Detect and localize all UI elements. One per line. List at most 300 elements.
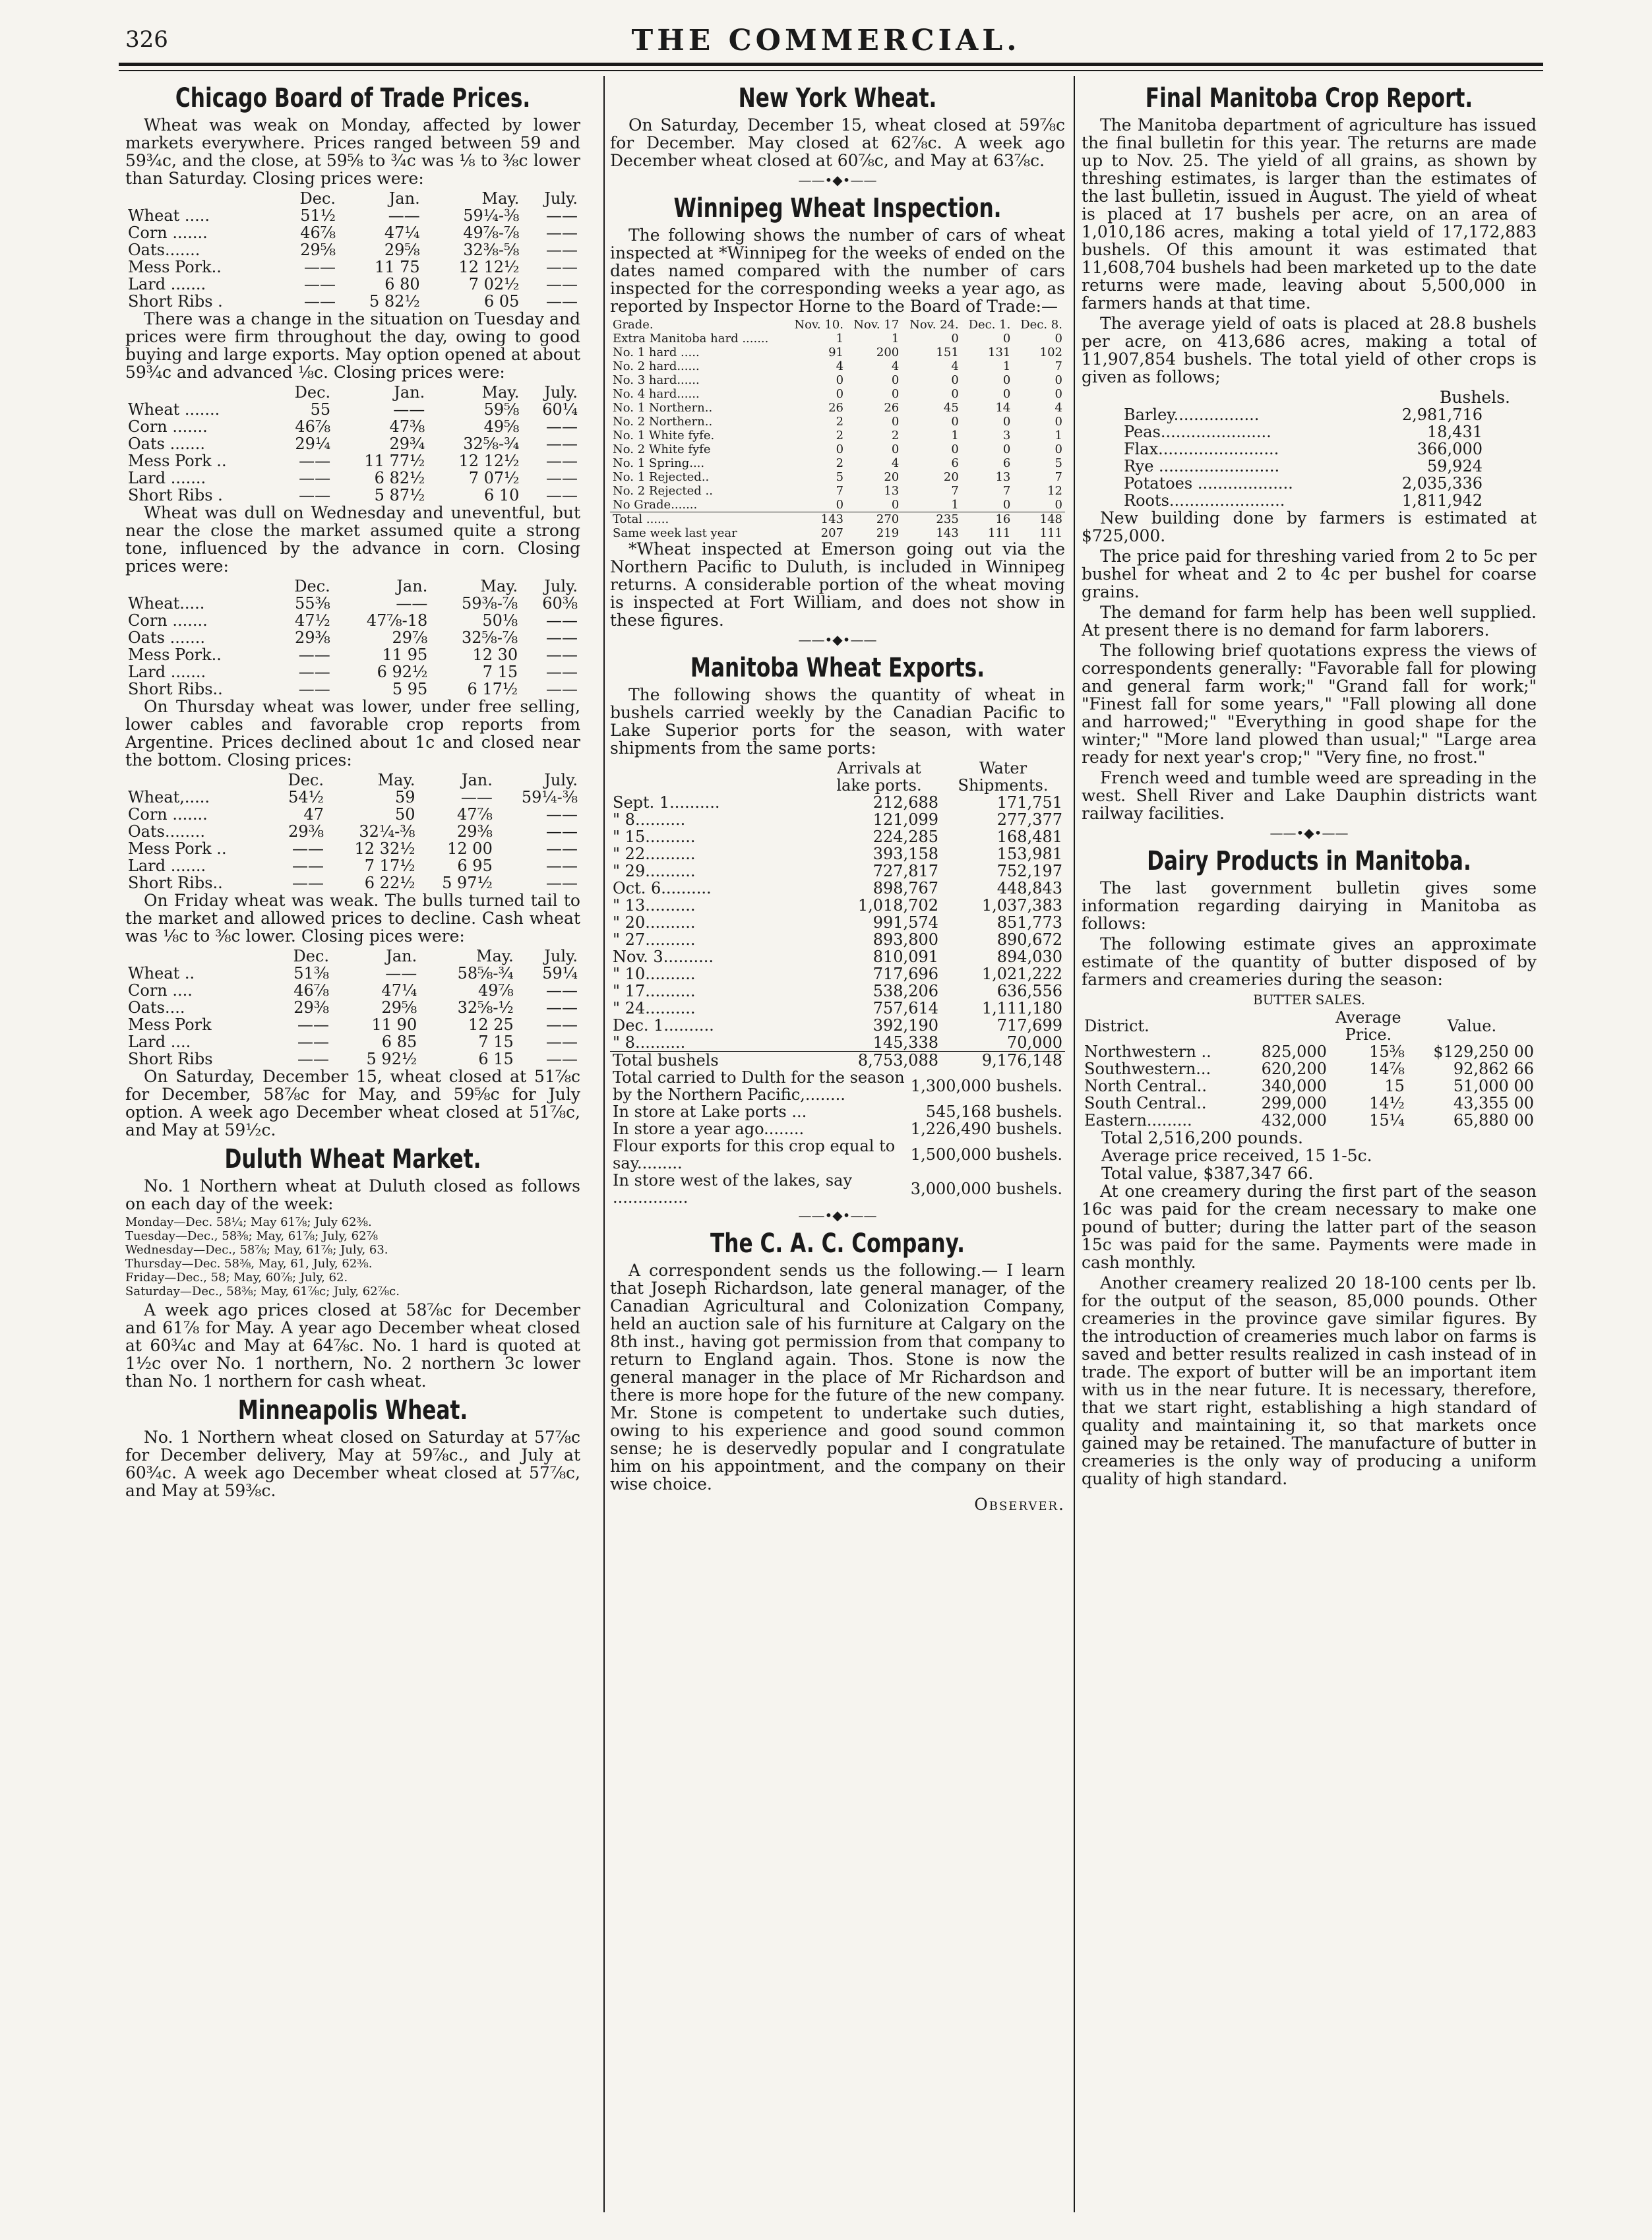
table-cell: 12 30 (472, 646, 518, 664)
table-row (610, 983, 1065, 1000)
table-cell: —— (393, 400, 425, 419)
table-cell: No. 2 hard...... (613, 359, 700, 373)
table-row (610, 526, 1065, 540)
table-cell: 47 (303, 805, 324, 824)
table-cell: 60¼ (542, 400, 578, 419)
col-header (125, 578, 272, 595)
table-cell: 1 (1055, 429, 1062, 442)
table-cell: 102 (1039, 346, 1062, 359)
table-cell: 1,037,383 (981, 896, 1062, 915)
table-cell: 1,226,490 bushels. (910, 1120, 1062, 1138)
table-cell: 0 (891, 415, 900, 429)
table-cell: 15 (1384, 1077, 1405, 1095)
table-cell: 0 (1002, 415, 1011, 429)
col-header: July. (544, 577, 578, 595)
table-cell: 58⅝-¾ (457, 964, 514, 983)
table-row (1082, 1112, 1537, 1129)
table-row (610, 387, 1065, 401)
table-row (610, 401, 1065, 415)
table-row (1121, 440, 1485, 458)
col-header: Dec. (293, 947, 330, 965)
table-cell: 277,377 (996, 810, 1062, 829)
winnipeg-table-wrap (610, 318, 1065, 540)
table-cell: 4 (891, 456, 900, 470)
table-row (610, 828, 1065, 845)
table-row (610, 1172, 1065, 1206)
table-row (125, 487, 580, 504)
table-cell: Short Ribs.. (128, 680, 223, 698)
table-cell: 0 (891, 373, 900, 387)
table-cell: 235 (902, 512, 962, 527)
table-cell: 32¼-⅜ (359, 822, 415, 841)
table-cell: Corn .... (128, 981, 193, 1000)
minneapolis-body: No. 1 Northern wheat closed on Saturday at 57⅞c for December delivery, May at 59⅞c., and July at 60¾c. A week ago December wheat closed at 57⅞c, and May at 59⅜c. (125, 1428, 580, 1500)
table-cell: 46⅞ (293, 981, 330, 1000)
bushels-label: Bushels. (1440, 388, 1510, 407)
table-cell: 757,614 (872, 999, 938, 1017)
table-cell: No. 1 White fyfe. (613, 429, 715, 442)
table-cell: Total carried to Dulth for the season by the Northern Pacific,........ (613, 1068, 905, 1104)
table-cell: —— (546, 1015, 578, 1034)
crop-p2: The average yield of oats is placed at 28.8 bushels per acre, on 413,686 acres, making a total of 11,907,854 bushels. The total yield of other crops is given as follows; (1082, 314, 1537, 386)
table-row (125, 999, 580, 1016)
table-cell: —— (298, 663, 330, 681)
table-cell: 0 (951, 332, 959, 346)
table-row (125, 823, 580, 840)
table-cell: 0 (1055, 332, 1062, 346)
col-header: Average Price. (1335, 1008, 1401, 1044)
table-cell: 12 00 (447, 839, 493, 858)
table-cell: 432,000 (1261, 1111, 1327, 1130)
table-cell: —— (546, 874, 578, 892)
chicago-tuesday: There was a change in the situation on Tuesday and prices were firm throughout the day, owing to good buying and large exports. May option opened at about 59¾c and advanced ⅛c. Closing prices were: (125, 309, 580, 382)
table-cell: 270 (846, 512, 902, 527)
table-cell: 51⅜ (293, 964, 330, 983)
table-row (125, 663, 580, 681)
table-cell: 2 (836, 456, 844, 470)
masthead-rule-thin (119, 70, 1543, 71)
table-cell: 20 (884, 470, 900, 484)
table-cell: Mess Pork.. (128, 258, 222, 276)
table-cell: 7 (836, 484, 844, 498)
table-cell: 6 80 (384, 275, 420, 293)
table-cell: 145,338 (872, 1033, 938, 1052)
table-cell: 0 (836, 387, 844, 401)
table-row (125, 258, 580, 276)
table-cell: Short Ribs . (128, 486, 223, 504)
chicago-intro: Wheat was weak on Monday, affected by lower markets everywhere. Prices ranged between 59 and 59¾c, and the close, at 59⅝ to ¾c was ⅛ to ⅜c lower than Saturday. Closing prices were: (125, 115, 580, 188)
crop-heading: Final Manitoba Crop Report. (1145, 83, 1473, 113)
table-cell: Wheat,..... (128, 788, 210, 806)
table-cell: No. 1 Northern.. (613, 401, 713, 415)
table-cell: 5 92½ (366, 1050, 417, 1068)
table-row (610, 794, 1065, 811)
col-header (125, 772, 269, 789)
table-row (610, 415, 1065, 429)
col-header (125, 190, 276, 207)
table-cell: 991,574 (872, 913, 938, 932)
winnipeg-heading: Winnipeg Wheat Inspection. (673, 193, 1002, 224)
table-cell: 207 (820, 526, 844, 540)
table-row (610, 373, 1065, 387)
table-cell: " 27.......... (613, 930, 696, 949)
table-cell: 538,206 (872, 982, 938, 1000)
table-cell: 131 (988, 346, 1011, 359)
table-row (125, 293, 580, 310)
table-cell: —— (546, 805, 578, 824)
table-cell: 0 (1055, 442, 1062, 456)
table-cell: 29⅜ (294, 628, 330, 647)
table-cell: 6 (951, 456, 959, 470)
table-cell: 11 77½ (364, 452, 425, 470)
table-cell: —— (546, 435, 578, 453)
table-cell: Oats ....... (128, 628, 205, 647)
table-cell: 636,556 (996, 982, 1062, 1000)
chicago-thursday: On Thursday wheat was lower, under free selling, lower cables and favorable crop reports from Argentine. Prices declined about 1c and closed near the bottom. Closing prices: (125, 697, 580, 770)
winnipeg-intro: The following shows the number of cars of wheat inspected at *Winnipeg for the weeks of ended on the dates named compared with the number of cars inspected for the corresponding weeks a year ago, as reported by Inspector Horne to the Board of Trade:— (610, 226, 1065, 316)
table-cell: 6 22½ (364, 874, 415, 892)
table-cell: 5 95 (392, 680, 428, 698)
table-row (125, 965, 580, 982)
table-cell: 6 10 (484, 486, 520, 504)
table-cell: Dec. 1.......... (613, 1016, 714, 1035)
crop-p4: The price paid for threshing varied from 2 to 5c per bushel for wheat and 2 to 4c per bushel for coarse grains. (1082, 547, 1537, 601)
table-row (610, 914, 1065, 931)
table-cell: No. 2 Rejected .. (613, 484, 713, 498)
table-row (125, 418, 580, 435)
duluth-heading: Duluth Wheat Market. (224, 1144, 481, 1174)
table-cell: 29⅝ (384, 241, 420, 259)
table-cell: 55⅜ (294, 594, 330, 613)
newyork-heading: New York Wheat. (738, 83, 937, 113)
table-cell: 0 (951, 373, 959, 387)
table-cell: 200 (876, 346, 900, 359)
table-cell: 3 (1002, 429, 1011, 442)
table-cell: —— (297, 1033, 330, 1051)
table-cell: 0 (1002, 332, 1011, 346)
table-cell: 340,000 (1261, 1077, 1327, 1095)
table-cell: 1,111,180 (981, 999, 1062, 1017)
dairy-p3: At one creamery during the first part of the season 16c was paid for the cream necessary to make one pound of butter; during the latter part of the season 15c was paid for the same. Payments were made in cash monthly. (1082, 1182, 1537, 1272)
table-cell: 59⅝ (483, 400, 520, 419)
table-row (125, 595, 580, 612)
col-header: Nov. 10. (794, 318, 844, 332)
column-divider (1074, 76, 1075, 2212)
butter-header-row (1082, 1009, 1537, 1043)
table-cell: " 24.......... (613, 999, 696, 1017)
table-row (610, 1069, 1065, 1103)
table-cell: Flax........................ (1124, 440, 1279, 458)
table-cell: Northwestern .. (1084, 1043, 1211, 1061)
table-cell: 15¼ (1369, 1111, 1405, 1130)
table-cell: 29⅞ (392, 628, 428, 647)
price-table (125, 948, 580, 1068)
table-cell: —— (546, 611, 578, 630)
table-cell: 4 (891, 359, 900, 373)
table-cell: 59,924 (1427, 457, 1483, 475)
column-3 (1082, 78, 1537, 2214)
table-cell: Oct. 6.......... (613, 879, 712, 897)
table-row (610, 1137, 1065, 1172)
table-row (125, 1016, 580, 1033)
table-cell: 4 (836, 359, 844, 373)
winnipeg-total (610, 512, 1065, 527)
table-cell: 0 (1002, 498, 1011, 512)
table-cell: 1 (891, 332, 900, 346)
table-cell: 59¼-⅜ (463, 206, 520, 225)
table-cell: 151 (936, 346, 959, 359)
exports-header-row (610, 760, 1065, 794)
table-cell: 29⅜ (457, 822, 493, 841)
table-cell: $129,250 00 (1433, 1043, 1534, 1061)
table-cell: —— (546, 258, 578, 276)
table-cell: —— (304, 275, 336, 293)
table-row (125, 629, 580, 646)
table-row (1121, 492, 1485, 509)
table-row (610, 346, 1065, 359)
table-cell: 4 (951, 359, 959, 373)
dairy-p2: The following estimate gives an approximate estimate of the quantity of butter disposed of by farmers and creameries during the season: (1082, 934, 1537, 989)
col-header: Dec. 1. (968, 318, 1011, 332)
table-cell: 91 (828, 346, 844, 359)
table-cell: —— (304, 292, 336, 311)
table-cell: Mess Pork.. (128, 646, 222, 664)
col-header: Jan. (388, 189, 420, 208)
table-cell: —— (298, 680, 330, 698)
table-row (1121, 423, 1485, 440)
table-cell: South Central.. (1084, 1094, 1207, 1112)
table-cell: —— (304, 258, 336, 276)
table-cell: 47⅞ (457, 805, 493, 824)
price-table (125, 772, 580, 892)
table-cell: 51½ (300, 206, 336, 225)
col-header: Jan. (461, 771, 493, 789)
col-header: May. (480, 577, 518, 595)
chicago-saturday: On Saturday, December 15, wheat closed at 51⅞c for December, 58⅞c for May, and 59⅝c for July option. A week ago December wheat closed at 51⅞c, and May at 59½c. (125, 1067, 580, 1139)
table-cell: 894,030 (996, 948, 1062, 966)
table-cell: North Central.. (1084, 1077, 1208, 1095)
col-header: Jan. (386, 947, 417, 965)
table-cell: 50⅛ (482, 611, 518, 630)
table-row (610, 1000, 1065, 1017)
table-cell: —— (546, 839, 578, 858)
table-cell: 219 (876, 526, 900, 540)
dairy-heading: Dairy Products in Manitoba. (1147, 846, 1471, 876)
table-cell: 16 (962, 512, 1014, 527)
table-cell: Wheat..... (128, 594, 205, 613)
crops-rows (1121, 406, 1485, 509)
butter-table (1082, 1009, 1537, 1129)
table-cell: 0 (1055, 387, 1062, 401)
crop-p1: The Manitoba department of agriculture has issued the final bulletin for this year. The returns are made up to Nov. 25. The yield of all grains, as shown by threshing estimates, is larger than the estimates of the last bulletin, issued in August. The yield of wheat is placed at 17 bushels per acre, on an area of 1,010,186 acres, making a total yield of 17,172,883 bushels. Of this amount it was estimated that 11,608,704 bushels had been marketed up to the date returns were made, leaving about 5,500,000 in farmers hands at that time. (1082, 115, 1537, 313)
table-cell: 212,688 (872, 793, 938, 812)
table-cell: 7 (951, 484, 959, 498)
table-cell: 0 (891, 442, 900, 456)
table-cell: 65,880 00 (1453, 1111, 1534, 1130)
table-cell: 47¼ (384, 224, 420, 242)
table-cell: " 29.......... (613, 862, 696, 880)
table-cell: 26 (828, 401, 844, 415)
table-cell: —— (299, 469, 331, 487)
table-cell: 6 92½ (377, 663, 428, 681)
table-cell: 111 (1039, 526, 1062, 540)
duluth-day: Friday—Dec., 58; May, 60⅞; July, 62. (125, 1271, 348, 1285)
duluth-day: Tuesday—Dec., 58⅜; May, 61⅞; July, 62⅞ (125, 1229, 379, 1243)
table-cell: 45 (943, 401, 959, 415)
table-cell: " 15.......... (613, 828, 696, 846)
table-cell: 448,843 (996, 879, 1062, 897)
table-cell: 18,431 (1427, 423, 1483, 441)
price-table (125, 190, 580, 310)
table-cell: 893,800 (872, 930, 938, 949)
col-header (125, 948, 267, 965)
crop-p5: The demand for farm help has been well supplied. At present there is no demand for farm laborers. (1082, 603, 1537, 640)
table-cell: 3,000,000 bushels. (910, 1180, 1062, 1198)
table-cell: 11 75 (374, 258, 420, 276)
table-cell: 1 (951, 498, 959, 512)
table-cell: Wheat ....... (128, 400, 220, 419)
table-cell: 6 (1002, 456, 1011, 470)
table-cell: Barley................. (1124, 406, 1260, 424)
table-cell: 0 (1055, 415, 1062, 429)
table-cell: Eastern......... (1084, 1111, 1192, 1130)
col-header: May. (475, 947, 514, 965)
table-cell: 5 97½ (442, 874, 493, 892)
table-cell: 752,197 (996, 862, 1062, 880)
table-cell: —— (546, 206, 578, 225)
section-ornament: ——•◆•—— (1270, 825, 1349, 841)
table-cell: 4 (1055, 401, 1062, 415)
table-cell: —— (388, 206, 420, 225)
duluth-intro: No. 1 Northern wheat at Duluth closed as follows on each day of the week: (125, 1176, 580, 1213)
table-cell: Oats ....... (128, 435, 205, 453)
butter-total: Total value, $387,347 66. (1101, 1164, 1314, 1183)
table-cell: 49⅞-⅞ (463, 224, 520, 242)
table-cell: In store at Lake ports ... (613, 1103, 807, 1121)
table-cell: 26 (884, 401, 900, 415)
table-cell: 12 12½ (458, 452, 520, 470)
table-row (125, 789, 580, 806)
table-cell: 6 95 (457, 857, 493, 875)
table-cell: Oats....... (128, 241, 200, 259)
table-cell: 851,773 (996, 913, 1062, 932)
col-header: May. (481, 189, 520, 208)
table-row (125, 806, 580, 823)
table-cell: 5 82½ (369, 292, 420, 311)
table-header-row (125, 772, 580, 789)
table-cell: —— (291, 839, 324, 858)
col-header: July. (544, 189, 578, 208)
table-cell: 1 (836, 332, 844, 346)
table-cell: Lard ....... (128, 663, 206, 681)
table-row (1082, 1077, 1537, 1095)
table-cell: 2,981,716 (1401, 406, 1483, 424)
table-header-row (125, 384, 580, 401)
table-cell: 0 (891, 498, 900, 512)
table-row (125, 646, 580, 663)
table-cell: 898,767 (872, 879, 938, 897)
exports-total (610, 1052, 1065, 1070)
table-cell: Total bushels (610, 1052, 817, 1070)
table-cell: 7 15 (482, 663, 518, 681)
table-row (125, 982, 580, 999)
table-cell: 1,018,702 (857, 896, 938, 915)
table-row (610, 442, 1065, 456)
price-table (125, 578, 580, 698)
table-row (125, 401, 580, 418)
table-cell: 46⅞ (295, 417, 331, 436)
table-row (1082, 1060, 1537, 1077)
cac-body: A correspondent sends us the following.— I learn that Joseph Richardson, late general manager, of the Canadian Agricultural and Colonization Company, held an auction sale of his furniture at Calgary on the 8th inst., having got permission from that company to return to England again. Thos. Stone is now the general manager in the place of Mr Richardson and there is more hope for the future of the new company. Mr. Stone is competent to undertake such duties, owing to his experience and good sound common sense; he is deservedly popular and I congratulate him on his appointment, and the company on their wise choice. (610, 1261, 1065, 1494)
table-cell: Corn ....... (128, 805, 208, 824)
table-row (610, 1052, 1065, 1070)
table-row (610, 948, 1065, 965)
table-row (610, 863, 1065, 880)
table-cell: —— (546, 469, 578, 487)
table-cell: 7 (1055, 359, 1062, 373)
table-row (125, 452, 580, 469)
table-cell: No. 2 Northern.. (613, 415, 713, 429)
table-cell: 92,862 66 (1453, 1060, 1534, 1078)
table-cell: Oats.... (128, 998, 185, 1017)
table-cell: 5 (1055, 456, 1062, 470)
table-cell: No. 3 hard...... (613, 373, 700, 387)
table-cell: 46⅞ (300, 224, 336, 242)
duluth-days (125, 1215, 580, 1298)
table-cell: Short Ribs (128, 1050, 213, 1068)
table-cell: 1,300,000 bushels. (910, 1077, 1062, 1095)
table-row (125, 224, 580, 241)
duluth-body: A week ago prices closed at 58⅞c for December and 61⅞ for May. A year ago December wheat closed at 60¾c and May at 64⅞c. No. 1 hard is quoted at 1½c over No. 1 northern, No. 2 northern 3c lower than No. 1 northern for cash wheat. (125, 1300, 580, 1391)
table-cell: 717,696 (872, 965, 938, 983)
col-header: Dec. (288, 771, 324, 789)
table-row (610, 332, 1065, 346)
table-cell: 6 85 (381, 1033, 417, 1051)
table-cell: 393,158 (872, 845, 938, 863)
table-row (610, 470, 1065, 484)
table-cell: 143 (936, 526, 959, 540)
table-cell: 47½ (294, 611, 330, 630)
table-cell: 0 (1002, 387, 1011, 401)
table-cell: —— (546, 981, 578, 1000)
table-cell: 29¾ (389, 435, 425, 453)
duluth-day: Monday—Dec. 58¼; May 61⅞; July 62⅜. (125, 1215, 372, 1229)
table-cell: 59¼-⅜ (521, 788, 578, 806)
table-cell: Lard ....... (128, 857, 206, 875)
table-row (125, 241, 580, 258)
table-row (610, 811, 1065, 828)
table-cell: No. 1 Spring.... (613, 456, 705, 470)
dairy-p1: The last government bulletin gives some information regarding dairying in Manitoba as follows: (1082, 878, 1537, 933)
table-cell: 7 02½ (468, 275, 520, 293)
table-header-row (125, 948, 580, 965)
table-cell: 890,672 (996, 930, 1062, 949)
section-ornament: ——•◆•—— (798, 1207, 877, 1223)
table-cell: 54½ (288, 788, 324, 806)
butter-table-title: BUTTER SALES. (1253, 992, 1365, 1008)
table-cell: 0 (1055, 498, 1062, 512)
table-cell: —— (546, 417, 578, 436)
table-cell: 0 (1002, 373, 1011, 387)
table-row (610, 931, 1065, 948)
table-cell: 0 (891, 387, 900, 401)
table-cell: 32⅝-⅞ (462, 628, 518, 647)
table-cell: 49⅞ (477, 981, 514, 1000)
col-header (125, 384, 274, 401)
table-row (610, 456, 1065, 470)
exports-summary-rows (610, 1069, 1065, 1206)
table-cell: 7 (1002, 484, 1011, 498)
